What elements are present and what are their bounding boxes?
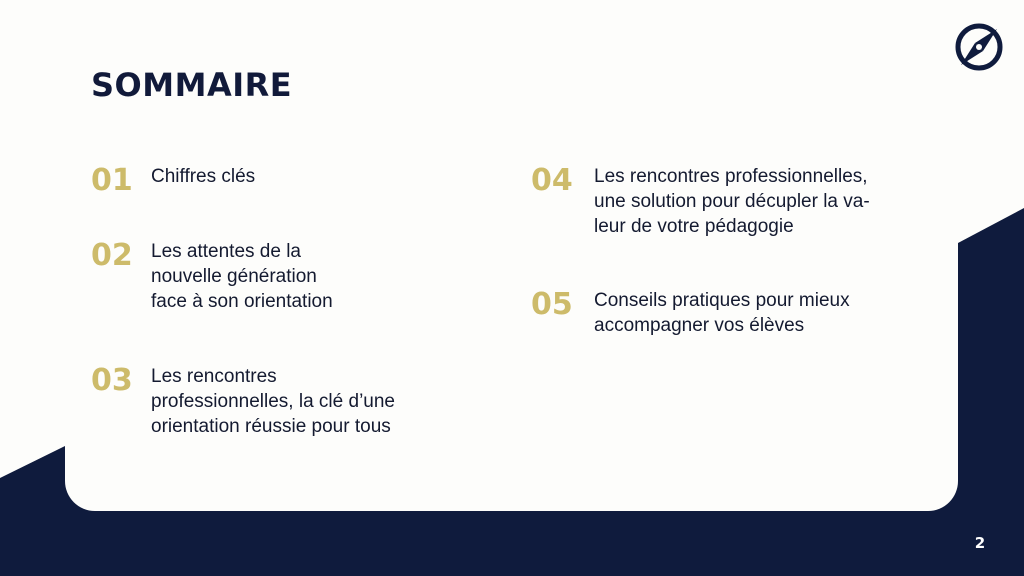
item-number: 05 — [531, 287, 573, 322]
summary-item-03 — [91, 364, 395, 439]
item-label: Les attentes de la nouvelle génération face à son orientation — [151, 241, 333, 312]
page-number: 2 — [974, 534, 986, 552]
compass-icon — [953, 21, 1005, 73]
item-number: 03 — [91, 363, 133, 398]
item-label: Les rencontres professionnelles, une solution pour décupler la va- leur de votre pédagogie — [594, 166, 870, 237]
item-number: 01 — [91, 163, 133, 198]
summary-item-04 — [531, 164, 870, 239]
item-number: 02 — [91, 238, 133, 273]
summary-item-02 — [91, 239, 333, 314]
summary-item-05 — [531, 288, 850, 338]
item-label: Conseils pratiques pour mieux accompagner vos élèves — [594, 290, 850, 336]
item-number: 04 — [531, 163, 573, 198]
page-title: SOMMAIRE — [91, 66, 293, 104]
item-label: Chiffres clés — [151, 166, 256, 187]
item-label: Les rencontres professionnelles, la clé d’une orientation réussie pour tous — [151, 366, 395, 437]
summary-item-01 — [91, 164, 255, 196]
